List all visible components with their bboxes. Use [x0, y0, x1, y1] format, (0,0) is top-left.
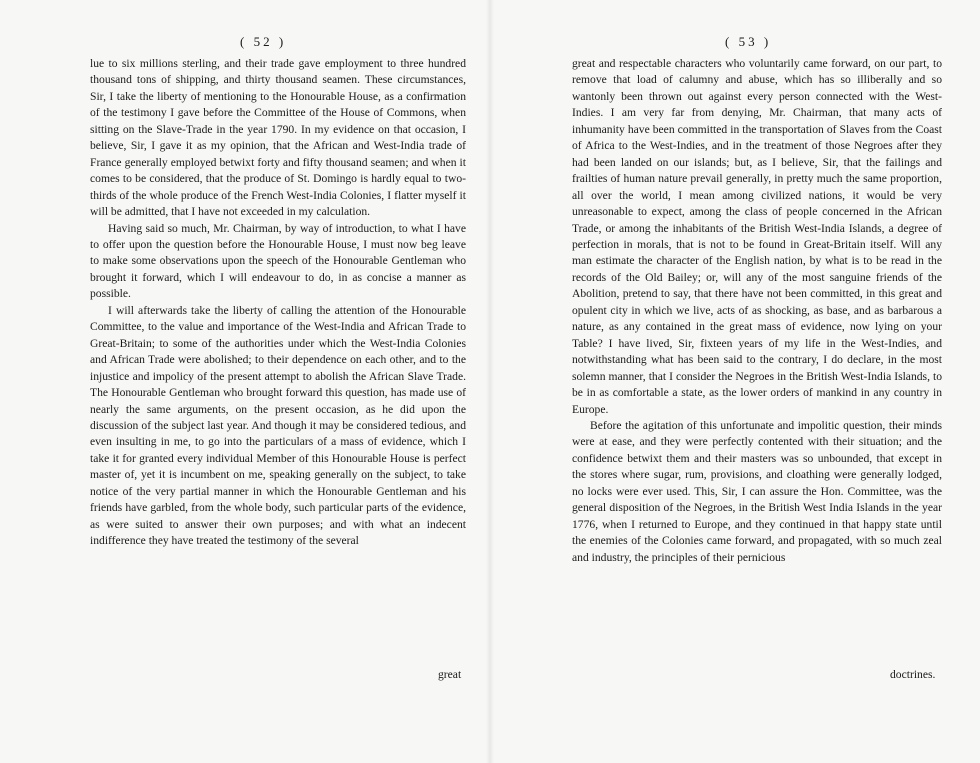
left-page-text	[90, 56, 466, 550]
right-catchword: doctrines.	[890, 668, 936, 681]
left-page-number: ( 52 )	[240, 34, 287, 49]
right-paragraph-1: great and respectable characters who voluntarily came forward, on our part, to remove that load of calumny and abuse, which has so illiberally and so wantonly been thrown out against every person connected with the West-Indies. I am very far from denying, Mr. Chairman, that many acts of inhumanity have been committed in the transportation of Slaves from the Coast of Africa to the West-Indies, and in the treatment of those Negroes after they had been landed on our islands; but, as I believe, Sir, that the failings and frailties of human nature prevail generally, in pretty much the same proportion, all over the world, I mean among civilized nations, it would be very unreasonable to expect, among the class of people concerned in the African Trade, or among the inhabitants of the British West-India Islands, a degree of perfection in morals, that is not to be found in Great-Britain itself. Will any man estimate the character of the English nation, by what is to be read in the records of the Old Bailey; or, will any of the most sanguine friends of the Abolition, pretend to say, that there have not been committed, in this great and opulent city in which we live, acts of as shocking, as base, and as barbarous a nature, as any contained in the great mass of evidence, now lying on your Table? I have lived, Sir, fixteen years of my life in the West-Indies, and notwithstanding what has been said to the contrary, I do declare, in the most solemn manner, that I consider the Negroes in the British West-India Islands, to be in as comfortable a state, as the lower orders of mankind in any country in Europe.	[572, 57, 942, 416]
left-paragraph-3: I will afterwards take the liberty of calling the attention of the Honourable Committee, to the value and importance of the West-India and African Trade to Great-Britain; to some of the authorities under which the West-India Colonies and African Trade were abolished; to their dependence on each other, and to the injustice and impolicy of the present attempt to abolish the African Slave Trade. The Honourable Gentleman who brought forward this question, has made use of nearly the same arguments, on the present occasion, as he did upon the discussion of the subject last year. And though it may be considered tedious, and even insulting in me, to go into the particulars of a mass of evidence, which I take it for granted every individual Member of this Honourable House is perfect master of, yet it is incumbent on me, speaking generally on the subject, to take notice of the very partial manner in which the Honourable Gentleman and his friends have garbled, from the whole body, such particular parts of the evidence, as were suited to answer their own purposes; and with what an indecent indifference they have treated the testimony of the several	[90, 303, 466, 548]
left-paragraph-1: lue to six millions sterling, and their trade gave employment to three hundred thousand tons of shipping, and thirty thousand seamen. These circumstances, Sir, I take the liberty of mentioning to the Honourable House, as a confirmation of the testimony I gave before the Committee of the House of Commons, when sitting on the Slave-Trade in the year 1790. In my evidence on that occasion, I believe, Sir, I gave it as my opinion, that the African and West-India trade of France generally employed betwixt forty and fifty thousand seamen; and when it comes to be considered, that the produce of St. Domingo is hardly equal to two-thirds of the whole produce of the French West-India Colonies, I flatter myself it will be admitted, that I have not exceeded in my calculation.	[90, 57, 466, 219]
right-page-number: ( 53 )	[725, 34, 772, 49]
right-page-text	[572, 56, 942, 566]
left-catchword: great	[438, 668, 462, 681]
left-paragraph-2: Having said so much, Mr. Chairman, by way of introduction, to what I have to offer upon the question before the Honourable House, I must now beg leave to make some observations upon the speech of the Honourable Gentleman who brought it forward, which I will endeavour to do, in as concise a manner as possible.	[90, 221, 466, 301]
right-paragraph-2: Before the agitation of this unfortunate and impolitic question, their minds were at ease, and they were perfectly contented with their situation; and the confidence betwixt them and their masters was so unbounded, that except in the stores where sugar, rum, provisions, and cloathing were generally lodged, no locks were ever used. This, Sir, I can assure the Hon. Committee, was the general disposition of the Negroes, in the British West India Islands in the year 1776, when I returned to Europe, and they continued in that happy state until the enemies of the Colonies came forward, and propagated, with so much zeal and industry, the principles of their pernicious	[572, 418, 942, 564]
right-page	[490, 0, 980, 763]
